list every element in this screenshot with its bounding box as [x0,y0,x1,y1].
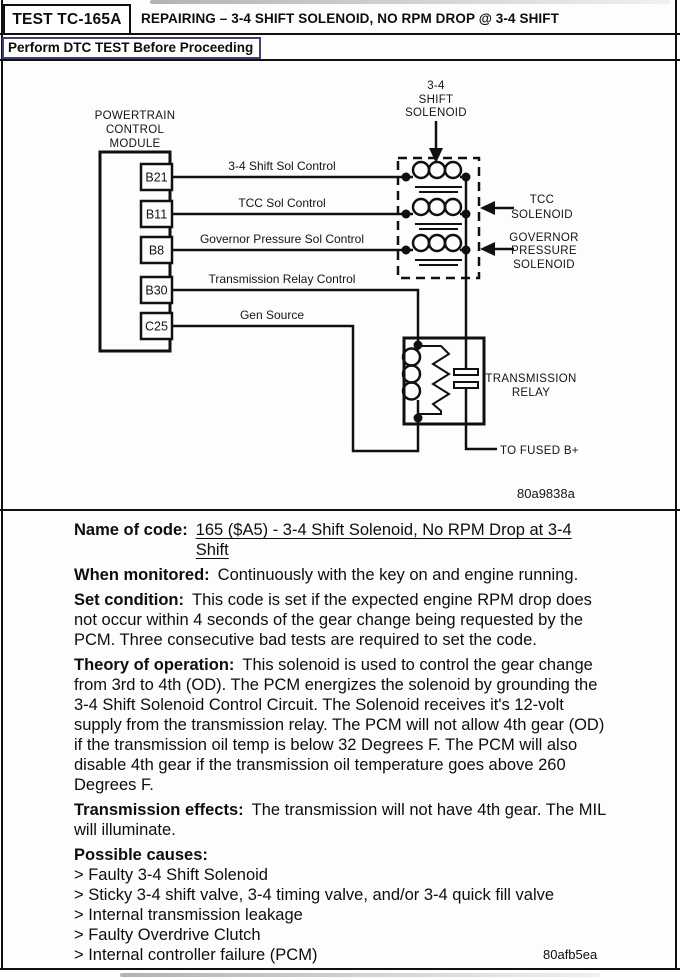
set-condition-text: This code is set if the expected engine RPM drop does not occur within 4 seconds of the gear change being requested by the PCM. Three consecutive bad tests are required to set the code. [74,591,592,649]
arrow-down-icon [429,148,443,163]
relay-resistor [418,346,449,414]
cause-item: > Faulty Overdrive Clutch [74,926,261,944]
tcc-label-line2: SOLENOID [511,209,573,221]
when-monitored-text: Continuously with the key on and engine running. [217,566,579,584]
theory-of-operation-section [74,655,616,795]
pin-label-b8: B8 [148,243,165,258]
shift-solenoid-label-line2: SHIFT [418,94,454,106]
test-id-label: TEST TC-165A [12,10,122,28]
section-label-when-monitored: When monitored: [74,566,210,584]
section-label-effects: Transmission effects: [74,801,244,819]
cause-item: > Sticky 3-4 shift valve, 3-4 timing valve, and/or 3-4 quick fill valve [74,886,555,904]
cause-item: > Internal transmission leakage [74,906,303,924]
coil-tcc-solenoid [406,199,466,229]
code-name-text: 165 ($A5) - 3-4 Shift Solenoid, No RPM Drop at 3-4 Shift [195,521,572,559]
cause-item: > Internal controller failure (PCM) [74,946,318,964]
wiring-diagram [0,60,680,510]
effects-text: The transmission will not have 4th gear. The MIL will illuminate. [74,801,606,839]
circuit-wires [172,177,497,451]
relay-label-line1: TRANSMISSION [485,373,577,385]
wire-gen-source [172,326,418,451]
scan-artifact [120,973,600,977]
possible-causes-section [74,845,616,965]
section-label-name-of-code: Name of code: [74,521,188,539]
arrow-left-icon [480,201,495,215]
page-title: REPAIRING – 3-4 SHIFT SOLENOID, NO RPM DROP @ 3-4 SHIFT [141,11,559,26]
scan-artifact [150,0,670,4]
cause-item: > Faulty 3-4 Shift Solenoid [74,866,268,884]
to-fused-b-label: TO FUSED B+ [500,445,579,457]
dtc-banner-label: Perform DTC TEST Before Proceeding [8,40,254,55]
governor-label-line3: SOLENOID [513,259,575,271]
theory-text: This solenoid is used to control the gear change from 3rd to 4th (OD). The PCM energizes the solenoid by grounding the 3-4 Shift Solenoid Control Circuit. The Solenoid receives it's 12-volt supply from the transmission relay. The PCM will not allow 4th gear (OD) if the transmission oil temp is below 32 Degrees F. The PCM will also disable 4th gear if the transmission oil temperature goes above 260 Degrees F. [74,656,605,794]
wire-label-governor: Governor Pressure Sol Control [199,232,365,246]
transmission-effects-section [74,800,616,840]
when-monitored-section [74,565,616,585]
test-id-box [3,4,131,35]
dtc-banner [2,37,261,59]
pcm-label-line1: POWERTRAIN [94,110,176,122]
set-condition-section [74,590,616,650]
name-of-code-section [74,520,616,560]
tcc-label-line1: TCC [529,194,555,206]
wire-label-tcc: TCC Sol Control [238,196,326,210]
arrow-left-icon [480,242,495,256]
pin-label-b11: B11 [145,207,168,222]
shift-solenoid-label-line3: SOLENOID [405,107,467,119]
wire-to-fused-b [466,388,497,449]
coil-governor-pressure-solenoid [406,235,466,265]
relay-label-line2: RELAY [511,387,551,399]
section-label-set-condition: Set condition: [74,591,184,609]
figure-code: 80a9838a [517,486,575,501]
diagnostic-text-section [2,511,678,972]
possible-causes-heading: Possible causes: [74,846,208,864]
pin-label-b21: B21 [145,170,168,185]
pin-label-b30: B30 [145,283,168,298]
relay-contacts [454,369,478,388]
governor-label-line2: PRESSURE [511,245,577,257]
relay-coil [403,345,420,418]
shift-solenoid-label-line1: 3-4 [427,80,445,92]
coil-34-shift-solenoid [406,162,466,192]
pin-label-c25: C25 [145,319,168,334]
pcm-label-line2: CONTROL [105,124,165,136]
section-label-theory: Theory of operation: [74,656,235,674]
transmission-relay [403,338,484,424]
pcm-label-line3: MODULE [109,138,161,150]
page-code: 80afb5ea [543,947,598,962]
governor-label-line1: GOVERNOR [509,232,579,244]
wire-label-34-shift: 3-4 Shift Sol Control [228,159,336,173]
wire-label-gen-source: Gen Source [239,308,305,322]
wire-label-trans-relay: Transmission Relay Control [208,272,356,286]
wiring-diagram-svg [0,60,680,510]
